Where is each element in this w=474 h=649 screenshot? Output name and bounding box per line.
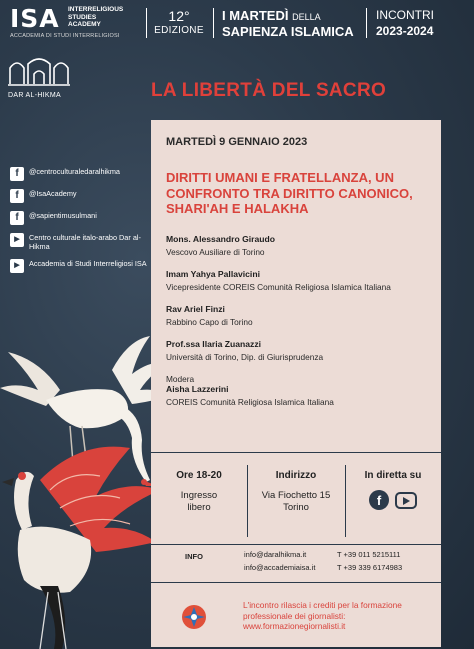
info-label: INFO xyxy=(185,552,203,561)
info-email[interactable]: info@accademiaisa.it xyxy=(244,563,316,572)
address-line: Via Fiochetto 15 xyxy=(261,490,331,501)
info-phone[interactable]: T +39 011 5215111 xyxy=(337,550,401,559)
address-line: Torino xyxy=(283,502,309,513)
moderator-item xyxy=(166,374,436,408)
series-title-line2: SAPIENZA ISLAMICA xyxy=(222,24,354,39)
card-divider xyxy=(151,544,441,545)
time-column xyxy=(151,470,247,514)
facebook-icon: f xyxy=(10,211,24,225)
social-item[interactable] xyxy=(10,259,148,273)
dar-al-hikma-name: DAR AL-HIKMA xyxy=(8,92,61,99)
edition-label: EDIZIONE xyxy=(154,25,204,36)
time-heading: Ore 18-20 xyxy=(176,470,222,481)
youtube-icon: ▶ xyxy=(10,233,24,247)
speaker-role: Vescovo Ausiliare di Torino xyxy=(166,247,265,257)
time-line: libero xyxy=(187,502,211,513)
red-crane xyxy=(2,447,160,649)
moderator-role: COREIS Comunità Religiosa Islamica Italiana xyxy=(166,397,334,407)
credits-note: L'incontro rilascia i crediti per la formazione professionale dei giornalisti: www.formazionegiornalisti.it xyxy=(243,600,402,631)
social-handle: @sapientimusulmani xyxy=(29,211,97,220)
speaker-name: Rav Ariel Finzi xyxy=(166,304,225,314)
address-heading: Indirizzo xyxy=(275,470,317,481)
moderator-label: Modera xyxy=(166,374,195,384)
event-card xyxy=(151,120,441,647)
social-handle: Accademia di Studi Interreligiosi ISA xyxy=(29,259,147,268)
speaker-role: Università di Torino, Dip. di Giurisprudenza xyxy=(166,352,324,362)
facebook-icon[interactable]: f xyxy=(369,490,389,510)
moderator-name: Aisha Lazzerini xyxy=(166,384,229,394)
social-handle: Centro culturale italo-arabo Dar al-Hikma xyxy=(29,233,141,251)
social-item[interactable] xyxy=(10,211,148,225)
social-item[interactable] xyxy=(10,167,148,181)
speaker-name: Prof.ssa Ilaria Zuanazzi xyxy=(166,339,262,349)
live-platforms xyxy=(345,490,441,510)
live-heading: In diretta su xyxy=(364,470,422,481)
time-line: Ingresso xyxy=(180,490,218,501)
event-date: MARTEDÌ 9 GENNAIO 2023 xyxy=(166,136,308,148)
speaker-name: Mons. Alessandro Giraudo xyxy=(166,234,276,244)
facebook-icon: f xyxy=(10,189,24,203)
speaker-name: Imam Yahya Pallavicini xyxy=(166,269,260,279)
header-divider xyxy=(366,8,367,38)
isa-org-name xyxy=(68,6,123,29)
live-column xyxy=(345,470,441,510)
org-name-line: STUDIES xyxy=(68,13,97,21)
facebook-icon: f xyxy=(10,167,24,181)
speaker-item xyxy=(166,234,436,258)
speaker-item xyxy=(166,339,436,363)
edition-number: 12° xyxy=(168,8,190,24)
social-handle: @centroculturaledaralhikma xyxy=(29,167,120,176)
header xyxy=(0,0,474,48)
social-item[interactable] xyxy=(10,233,148,251)
speaker-item xyxy=(166,269,436,293)
journalists-order-icon xyxy=(181,604,207,630)
incontri-label: INCONTRI xyxy=(376,8,434,22)
social-handle: @IsaAcademy xyxy=(29,189,77,198)
series-title-b: DELLA xyxy=(292,12,321,22)
card-divider xyxy=(151,582,441,583)
youtube-icon: ▶ xyxy=(10,259,24,273)
social-item[interactable] xyxy=(10,189,148,203)
social-links xyxy=(10,167,148,281)
header-divider xyxy=(213,8,214,38)
card-divider xyxy=(151,452,441,453)
series-title-a: I MARTEDÌ xyxy=(222,8,289,23)
series-title-line1 xyxy=(222,8,321,23)
isa-logo: ISA xyxy=(10,4,60,33)
speaker-role: Rabbino Capo di Torino xyxy=(166,317,253,327)
info-email[interactable]: info@daralhikma.it xyxy=(244,550,307,559)
event-title: LA LIBERTÀ DEL SACRO xyxy=(151,80,387,101)
org-name-line: ACADEMY xyxy=(68,21,101,28)
address-column xyxy=(247,470,345,514)
event-subtitle: DIRITTI UMANI E FRATELLANZA, UN CONFRONTO TRA DIRITTO CANONICO, SHARI'AH E HALAKHA xyxy=(166,170,413,216)
info-phone[interactable]: T +39 339 6174983 xyxy=(337,563,403,572)
speaker-role: Vicepresidente COREIS Comunità Religiosa Islamica Italiana xyxy=(166,282,391,292)
speakers-list xyxy=(166,234,436,419)
youtube-icon[interactable] xyxy=(395,492,417,509)
header-divider xyxy=(146,8,147,38)
speaker-item xyxy=(166,304,436,328)
incontri-years: 2023-2024 xyxy=(376,24,434,38)
isa-subtitle: ACCADEMIA DI STUDI INTERRELIGIOSI xyxy=(10,33,120,39)
org-name-line: INTERRELIGIOUS xyxy=(68,6,124,13)
dar-al-hikma-logo xyxy=(8,54,70,86)
